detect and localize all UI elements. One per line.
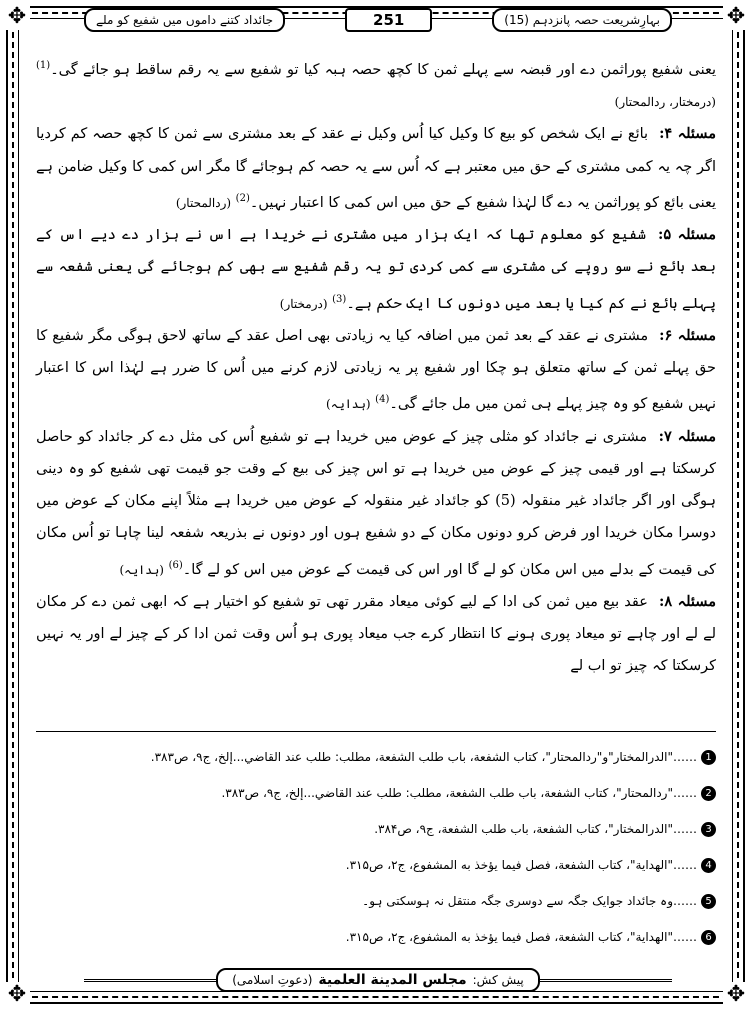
paragraph-text: بائع نے ایک شخص کو بیع کا وکیل کیا اُس وکیل نے عقد کے بعد مشتری سے ثمن کا کچھ حصہ کم کردیا اگر چہ یہ کمی مشتری کے حق میں معتبر ہے کہ اُس سے یہ حصہ کم ہوجائے گا مگر اس کمی کا وکیل ضامن ہے یعنی بائع کو پوراثمن یہ دے گا لہٰذا شفیع کے حق میں اس کمی کا اعتبار نہیں۔	[36, 126, 716, 211]
masala-label: مسئلہ ۴:	[659, 125, 717, 143]
footnote-number: 3	[701, 822, 716, 837]
corner-ornament-icon: ✥	[723, 4, 749, 30]
paragraph-text: یعنی شفیع پوراثمن دے اور قبضہ سے پہلے ثمن کا کچھ حصہ ہبہ کیا تو شفیع سے یہ رقم ساقط ہو جائے گی۔	[50, 61, 716, 78]
publisher-name: مجلس المدينة العلمية	[318, 972, 467, 988]
masala-label: مسئلہ ۷:	[658, 427, 716, 445]
footnote-ref: (3)	[332, 293, 347, 305]
footnote-text: ……"الهداية"، كتاب الشفعة، فصل فيما يؤخذ به المشفوع، ج۲، ص۳۱۵.	[345, 858, 697, 872]
footnote-number: 4	[701, 858, 716, 873]
paragraph-text: مشتری نے عقد کے بعد ثمن میں اضافہ کیا یہ زیادتی بھی اصل عقد کے ساتھ لاحق ہوگی مگر شفیع کا حق پہلے ثمن کے ساتھ متعلق ہو چکا اور شفیع پر یہ زیادتی لازم کرنے میں اُس کا ضرر ہے لہٰذا اس کا اعتبار نہیں شفیع کو وہ چیز پہلے ہی ثمن میں مل جائے گی۔	[36, 327, 716, 413]
footnote	[36, 817, 716, 841]
corner-ornament-icon: ✥	[723, 982, 749, 1008]
source-citation: (ردالمحتار)	[175, 195, 232, 210]
footnote	[36, 745, 716, 769]
footnote-number: 2	[701, 786, 716, 801]
publisher-prefix: پیش کش:	[472, 973, 524, 987]
book-title: بہارِشریعت حصہ پانزدہم (15)	[492, 8, 672, 32]
footnote-text: ……وہ جائداد جوایک جگہ سے دوسری جگہ منتقل نہ ہوسکتی ہو۔	[362, 894, 697, 908]
footnote-text: ……"الهداية"، كتاب الشفعة، فصل فيما يؤخذ به المشفوع، ج۲، ص۳۱۵.	[345, 930, 697, 944]
masala-label: مسئلہ ۸:	[658, 592, 717, 610]
paragraph	[36, 421, 716, 586]
source-citation: (درمختار)	[279, 296, 328, 311]
corner-ornament-icon: ✥	[4, 4, 30, 30]
footnote-text: ……"الدرالمختار"، كتاب الشفعة، باب طلب الشفعة، ج۹، ص۳۸۴.	[374, 822, 697, 836]
footnote-text: ……"الدرالمختار"و"ردالمحتار"، كتاب الشفعة، باب طلب الشفعة، مطلب: طلب عند القاضي...إلخ، ج۹، ص۳۸۳.	[150, 750, 697, 764]
footnote	[36, 925, 716, 949]
footnote-ref: (1)	[36, 60, 51, 71]
main-text	[36, 50, 716, 683]
masala-label: مسئلہ ۶:	[659, 326, 716, 344]
source-citation: (ہدایہ)	[326, 397, 371, 412]
footnote-divider	[36, 731, 716, 732]
paragraph	[36, 320, 716, 421]
page-footer	[84, 968, 672, 992]
footnote-text: ……"ردالمحتار"، كتاب الشفعة، باب طلب الشفعة، مطلب: طلب عند القاضي...إلخ، ج۹، ص۳۸۳.	[221, 786, 697, 800]
paragraph	[36, 50, 716, 118]
footnote-number: 1	[701, 750, 716, 765]
footnote-ref: (2)	[235, 193, 250, 205]
footnote-ref: (6)	[168, 559, 183, 571]
footnote-ref: (4)	[375, 394, 390, 406]
paragraph	[36, 118, 716, 219]
chapter-title: جائداد کتنے داموں میں شفیع کو ملے	[84, 8, 285, 32]
footnote-number: 5	[701, 894, 716, 909]
corner-ornament-icon: ✥	[4, 982, 30, 1008]
page-number: 251	[345, 8, 432, 32]
footnote-number: 6	[701, 930, 716, 945]
source-citation: (درمختار، ردالمحتار)	[614, 95, 716, 110]
paragraph-text: عقد بیع میں ثمن کی ادا کے لیے کوئی میعاد مقرر تھی تو شفیع کو اختیار ہے کہ ابھی ثمن دے کر مکان لے لے اور چاہے تو میعاد پوری ہونے کا انتظار کرے جب میعاد پوری ہو اُس وقت ثمن ادا کر کے چیز لے اور یہ نہیں کرسکتا کہ چیز تو اب لے	[36, 593, 716, 675]
footnote	[36, 853, 716, 877]
footnote	[36, 889, 716, 913]
source-citation: (ہدایہ)	[119, 562, 164, 577]
masala-label: مسئلہ ۵:	[658, 226, 717, 244]
paragraph-text: مشتری نے جائداد کو مثلی چیز کے عوض میں خریدا ہے تو شفیع اُس کی مثل دے کر جائداد کو حاصل کرسکتا ہے اور قیمی چیز کے عوض میں خریدا ہے تو اس چیز کی بیع کے وقت جو قیمت تھی شفیع کو وہ دینی ہوگی اور اگر جائداد غیر منقولہ (5) کو جائداد غیر منقولہ کے عوض میں خریدا ہے مثلاً اپنے مکان کے عوض میں دوسرا مکان خریدا اور فرض کرو دونوں مکان کے دو شفیع ہوں اور دونوں نے بذریعہ شفعہ لینا چاہا تو اُس مکان کی قیمت کے بدلے میں اس مکان کو لے گا اور اس کی قیمت کے عوض میں اس کو لے گا۔	[36, 428, 717, 578]
paragraph	[36, 586, 716, 683]
paragraph-text: شفیع کو معلوم تھا کہ ایک ہزار میں مشتری نے خریدا ہے اس نے ہزار دے دیے اس کے بعد بائع نے سو روپے کی مشتری سے کمی کردی تو یہ رقم شفیع سے بھی کم ہوجائے گی یعنی شفعہ سے پہلے بائع نے کم کیا یا بعد میں دونوں کا ایک حکم ہے۔	[36, 227, 716, 312]
paragraph	[36, 219, 716, 320]
footnote	[36, 781, 716, 805]
publisher-suffix: (دعوتِ اسلامی)	[232, 973, 313, 987]
publisher-box	[216, 968, 540, 992]
page-header	[84, 8, 672, 32]
